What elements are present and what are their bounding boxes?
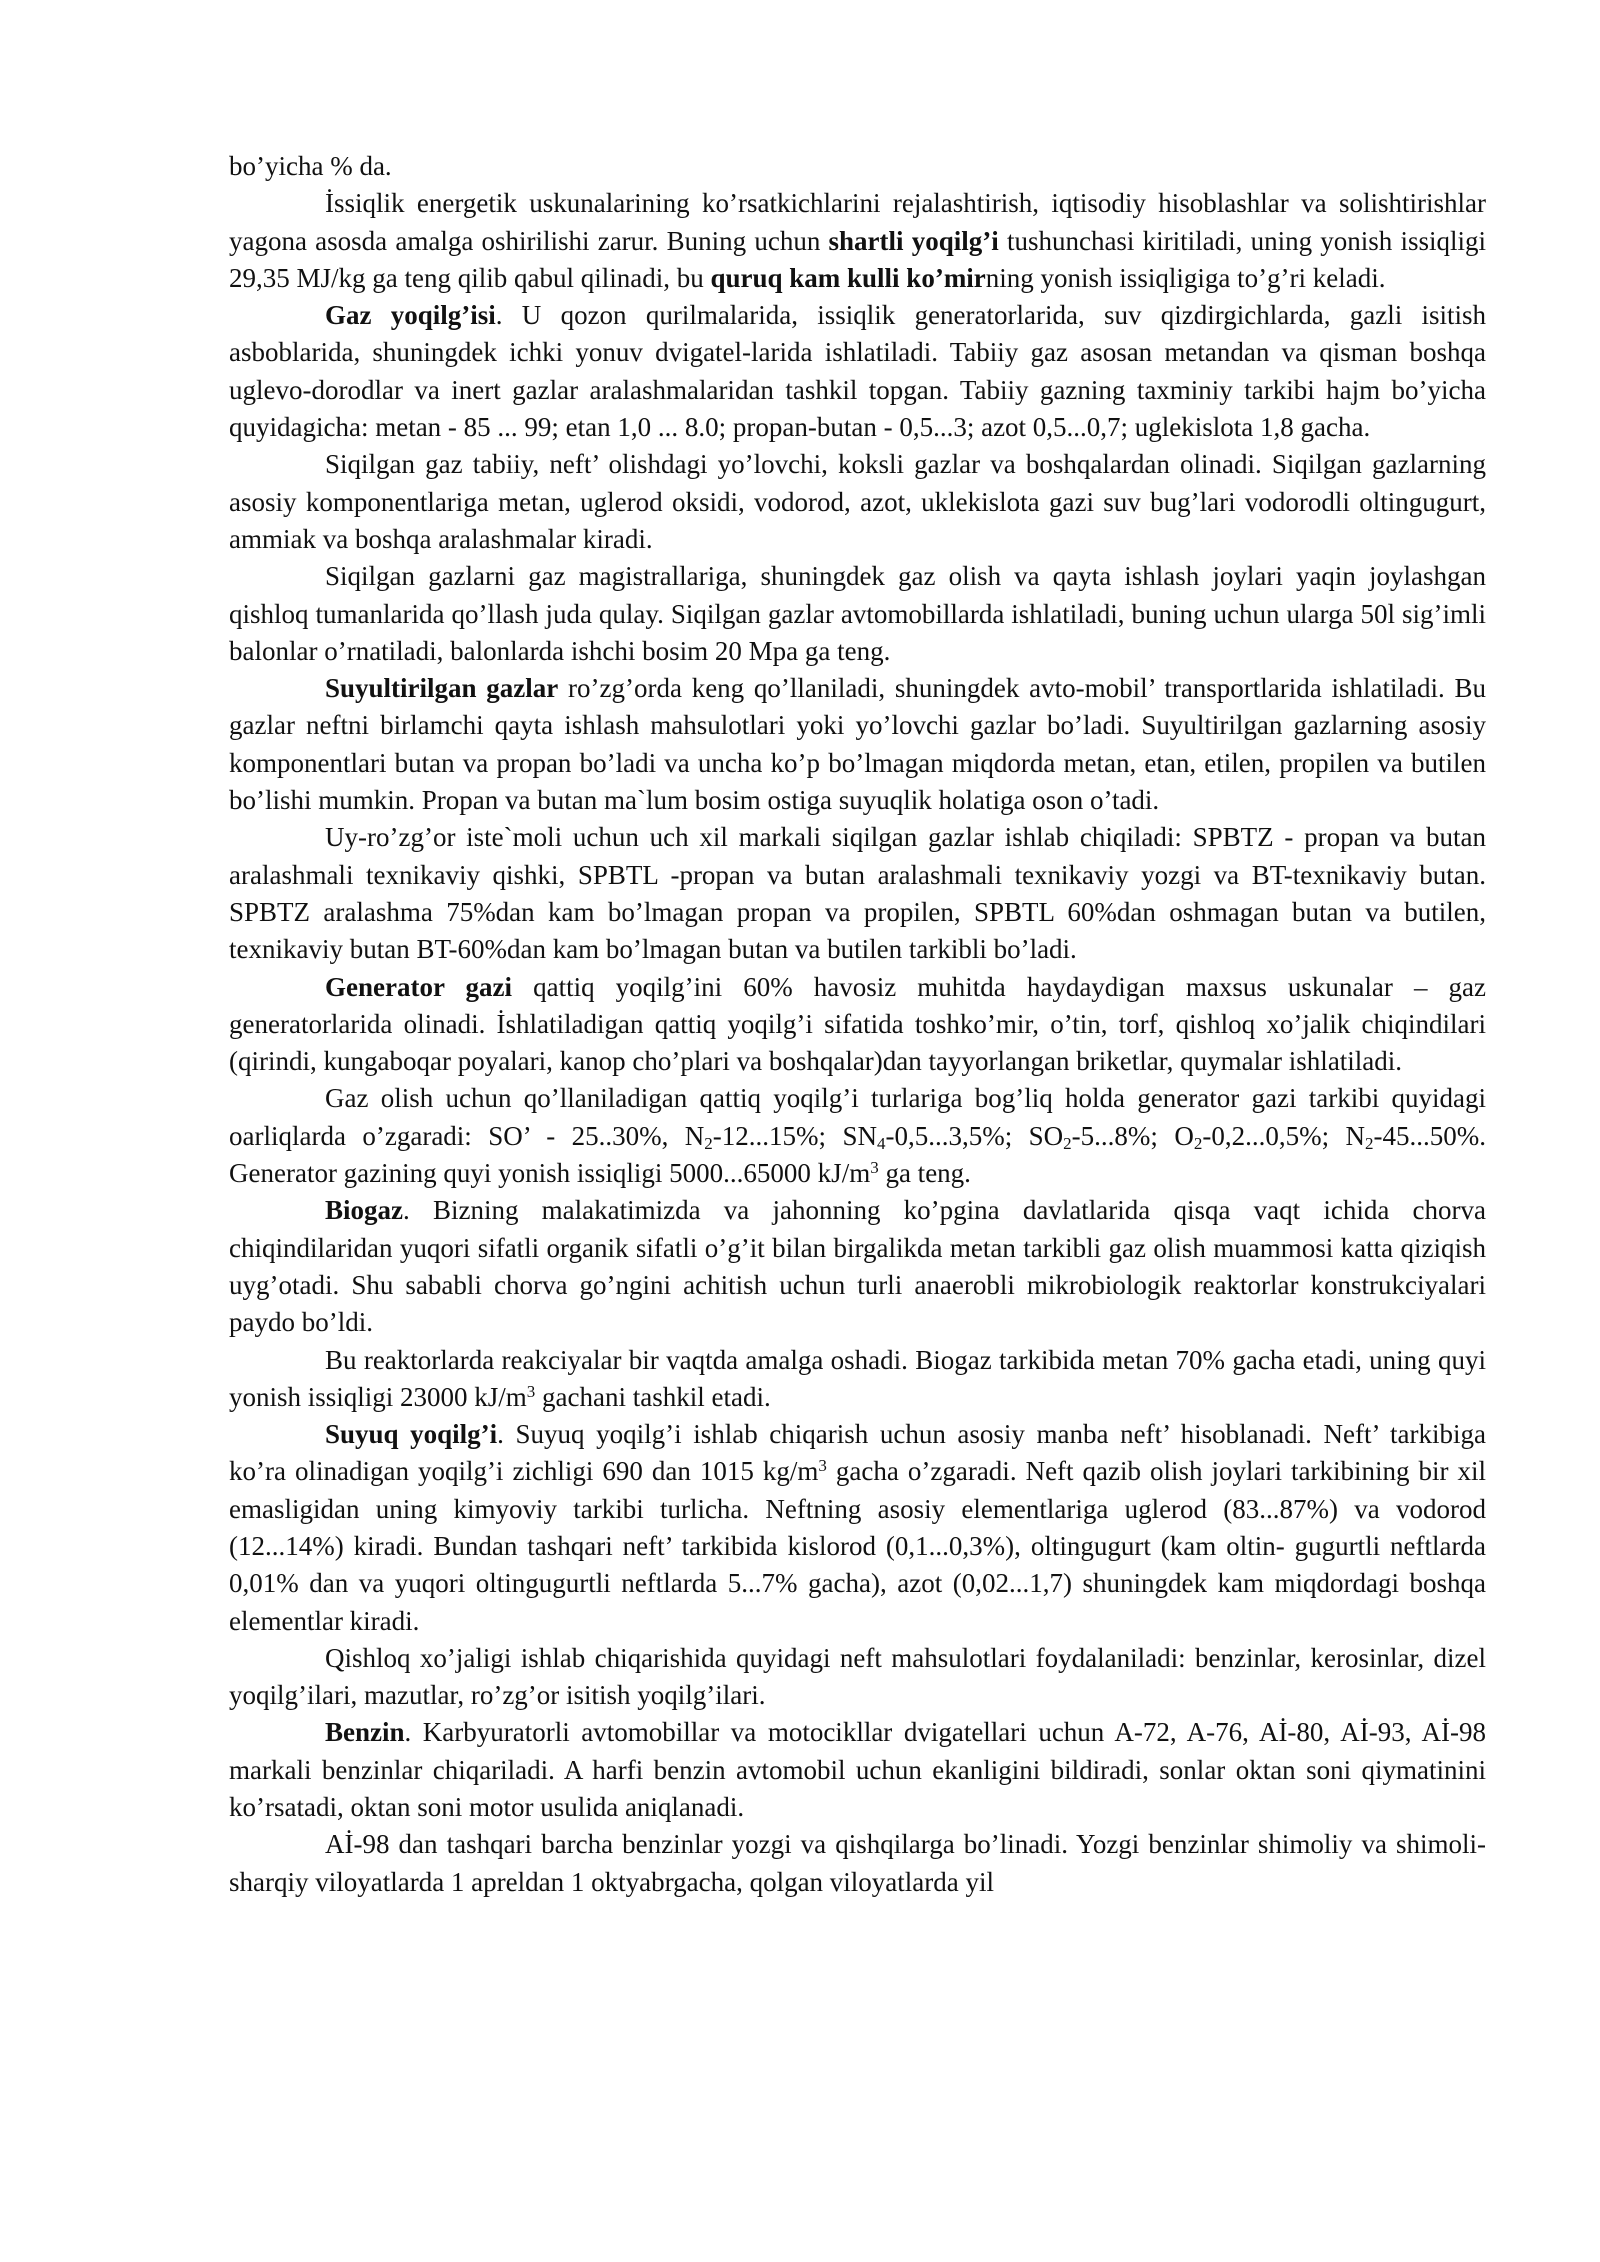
paragraph-text: İssiqlik energetik uskunalarining ko’rsatkichlarini rejalashtirish, iqtisodiy hisoblashlar va solishtirishlar yagona asosda amalga oshirilishi zarur. Buning uchun — [229, 188, 1486, 256]
paragraph-text: Gaz olish uchun qo’llaniladigan qattiq yoqilg’i turlariga bog’liq holda generator gazi tarkibi quyidagi oarliqlarda o’zgaradi: SO’ - 25..30%, N — [229, 1083, 1486, 1151]
paragraph-text: . U qozon qurilmalarida, issiqlik generatorlarida, suv qizdirgichlarda, gazli isitish asboblarida, shuningdek ichki yonuv dvigatel-larida ishlatiladi. Tabiiy gaz asosan metandan va qisman boshqa uglevo-dorodlar va inert gazlar aralashmalaridan tashkil topgan. Tabiiy gazning taxminiy tarkibi hajm bo’yicha quyidagicha: metan - 85 ... 99; etan 1,0 ... 8.0; propan-butan - 0,5...3; azot 0,5...0,7; uglekislota 1,8 gacha. — [229, 300, 1486, 443]
paragraph-text: tushunchasi kiritiladi, uning yonish issiqligi 29,35 MJ/kg ga teng qilib qabul qilinadi, bu — [229, 225, 1486, 293]
heading-liquefied-gas: Suyultirilgan gazlar — [325, 673, 559, 704]
paragraph-oil-products — [229, 1640, 1486, 1715]
paragraph-text: . Karbyuratorli avtomobillar va motocikllar dvigatellari uchun A-72, A-76, Aİ-80, Aİ-93, Aİ-98 markali benzinlar chiqariladi. A harfi benzin avtomobil uchun ekanligini bildiradi, sonlar oktan soni qiymatinini ko’rsatadi, oktan soni motor usulida aniqlanadi. — [229, 1717, 1486, 1823]
paragraph-conditional-fuel — [229, 185, 1486, 297]
term-dry-coal: quruq kam kulli ko’mir — [710, 262, 986, 293]
paragraph-text: . Suyuq yoqilg’i ishlab chiqarish uchun asosiy manba neft’ hisoblanadi. Neft’ tarkibiga ko’ra olinadigan yoqilg’i zichligi 690 dan 1015 kg/m — [229, 1419, 1486, 1487]
subscript: 2 — [704, 1133, 713, 1153]
heading-liquid-fuel: Suyuq yoqilg’i — [325, 1419, 498, 1450]
heading-generator-gas: Generator gazi — [325, 971, 513, 1002]
paragraph-text: qattiq yoqilg’ini 60% havosiz muhitda haydaydigan maxsus uskunalar – gaz generatorlarida olinadi. İshlatiladigan qattiq yoqilg’i sifatida toshko’mir, o’tin, torf, qishloq xo’jalik chiqindilari (qirindi, kungaboqar poyalari, kanop cho’plari va boshqalar)dan tayyorlangan briketlar, quymalar ishlatiladi. — [229, 971, 1486, 1077]
subscript: 2 — [1193, 1133, 1203, 1153]
paragraph-text: Siqilgan gaz tabiiy, neft’ olishdagi yo’lovchi, koksli gazlar va boshqalardan olinadi. Siqilgan gazlarning asosiy komponentlariga metan, uglerod oksidi, vodorod, azot, uklekislota gazi suv bug’lari vodorodli oltingugurt, ammiak va boshqa aralashmalar kiradi. — [229, 449, 1486, 554]
paragraph-compressed-gas — [229, 446, 1486, 558]
subscript: 2 — [1365, 1133, 1374, 1153]
paragraph-text: -45...50%. Generator gazining quyi yonish issiqligi 5000...65000 kJ/m — [229, 1120, 1486, 1189]
superscript: 3 — [818, 1456, 827, 1476]
paragraph-text: Aİ-98 dan tashqari barcha benzinlar yozgi va qishqilarga bo’linadi. Yozgi benzinlar shimoliy va shimoli-sharqiy viloyatlarda 1 apreldan 1 oktyabrgacha, qolgan viloyatlarda yil — [229, 1829, 1486, 1897]
paragraph-text: Uy-ro’zg’or iste`moli uchun uch xil markali siqilgan gazlar ishlab chiqiladi: SPBTZ - propan va butan aralashmali texnikaviy qishki, SPBTL -propan va butan aralashmali texnikaviy yozgi va BT-texnikaviy butan. SPBTZ aralashma 75%dan kam bo’lmagan propan va propilen, SPBTL 60%dan oshmagan butan va butilen, texnikaviy butan BT-60%dan kam bo’lmagan butan va butilen tarkibli bo’ladi. — [229, 822, 1486, 965]
paragraph-text: -5...8%; O — [1071, 1120, 1194, 1151]
paragraph-text: ning yonish issiqligiga to’g’ri keladi. — [985, 262, 1386, 293]
paragraph-text: gachani tashkil etadi. — [535, 1381, 771, 1412]
superscript: 3 — [870, 1158, 879, 1178]
subscript: 2 — [1063, 1133, 1072, 1153]
paragraph-gas-fuel — [229, 297, 1486, 446]
paragraph-1 — [229, 148, 1486, 185]
paragraph-text: -0,5...3,5%; SO — [885, 1120, 1064, 1151]
paragraph-text: -0,2...0,5%; N — [1202, 1120, 1366, 1151]
paragraph-text: Bu reaktorlarda reakciyalar bir vaqtda amalga oshadi. Biogaz tarkibida metan 70% gacha etadi, uning quyi yonish issiqligi 23000 kJ/m — [229, 1344, 1486, 1412]
heading-biogas: Biogaz — [325, 1195, 403, 1226]
paragraph-biogas-reactors — [229, 1342, 1486, 1417]
heading-benzin: Benzin — [325, 1717, 405, 1748]
paragraph-text: ro’zg’orda keng qo’llaniladi, shuningdek avto-mobil’ transportlarida ishlatiladi. Bu gazlar neftni birlamchi qayta ishlash mahsulotlari yoki yo’lovchi gazlar bo’ladi. Suyultirilgan gazlarning asosiy komponentlari butan va propan bo’ladi va uncha ko’p bo’lmagan miqdorda metan, etan, etilen, propilen va butilen bo’lishi mumkin. Propan va butan ma`lum bosim ostiga suyuqlik holatiga oson o’tadi. — [229, 673, 1486, 816]
paragraph-compressed-gas-usage — [229, 558, 1486, 670]
paragraph-text: bo’yicha % da. — [229, 151, 392, 181]
paragraph-text: . Bizning malakatimizda va jahonning ko’pgina davlatlarida qisqa vaqt ichida chorva chiqindilaridan yuqori sifatli organik sifatli o’g’it bilan birgalikda metan tarkibli gaz olish muammosi katta qiziqish uyg’otadi. Shu sababli chorva go’ngini achitish uchun turli anaerobli mikrobiologik reaktorlar konstrukciyalari paydo bo’ldi. — [229, 1195, 1486, 1338]
paragraph-liquefied-gas — [229, 670, 1486, 819]
subscript: 4 — [876, 1133, 886, 1153]
paragraph-text: gacha o’zgaradi. Neft qazib olish joylari tarkibining bir xil emasligidan uning kimyoviy tarkibi turlicha. Neftning asosiy elementlariga uglerod (83...87%) va vodorod (12...14%) kiradi. Bundan tashqari neft’ tarkibida kislorod (0,1...0,3%), oltingugurt (kam oltin- gugurtli neftlarda 0,01% dan va yuqori oltingugurtli neftlarda 5...7% gacha), azot (0,02...1,7) shuningdek kam miqdordagi boshqa elementlar kiradi. — [229, 1456, 1486, 1636]
paragraph-text: ga teng. — [878, 1158, 971, 1189]
paragraph-liquid-fuel — [229, 1416, 1486, 1640]
paragraph-seasonal-benzin — [229, 1826, 1486, 1901]
paragraph-generator-gas — [229, 969, 1486, 1081]
heading-gas-fuel: Gaz yoqilg’isi — [325, 300, 496, 331]
paragraph-benzin — [229, 1714, 1486, 1826]
superscript: 3 — [526, 1381, 536, 1401]
paragraph-text: Siqilgan gazlarni gaz magistrallariga, shuningdek gaz olish va qayta ishlash joylari yaqin joylashgan qishloq tumanlarida qo’llash juda qulay. Siqilgan gazlar avtomobillarda ishlatiladi, buning uchun ularga 50l sig’imli balonlar o’rnatiladi, balonlarda ishchi bosim 20 Mpa ga teng. — [229, 561, 1486, 666]
document-page — [229, 148, 1486, 1901]
paragraph-biogas — [229, 1192, 1486, 1341]
paragraph-gas-brands — [229, 819, 1486, 968]
paragraph-text: Qishloq xo’jaligi ishlab chiqarishida quyidagi neft mahsulotlari foydalaniladi: benzinlar, kerosinlar, dizel yoqilg’ilari, mazutlar, ro’zg’or isitish yoqilg’ilari. — [229, 1642, 1486, 1711]
paragraph-text: -12...15%; SN — [712, 1120, 877, 1151]
term-conditional-fuel: shartli yoqilg’i — [828, 225, 999, 256]
paragraph-generator-gas-composition — [229, 1080, 1486, 1192]
